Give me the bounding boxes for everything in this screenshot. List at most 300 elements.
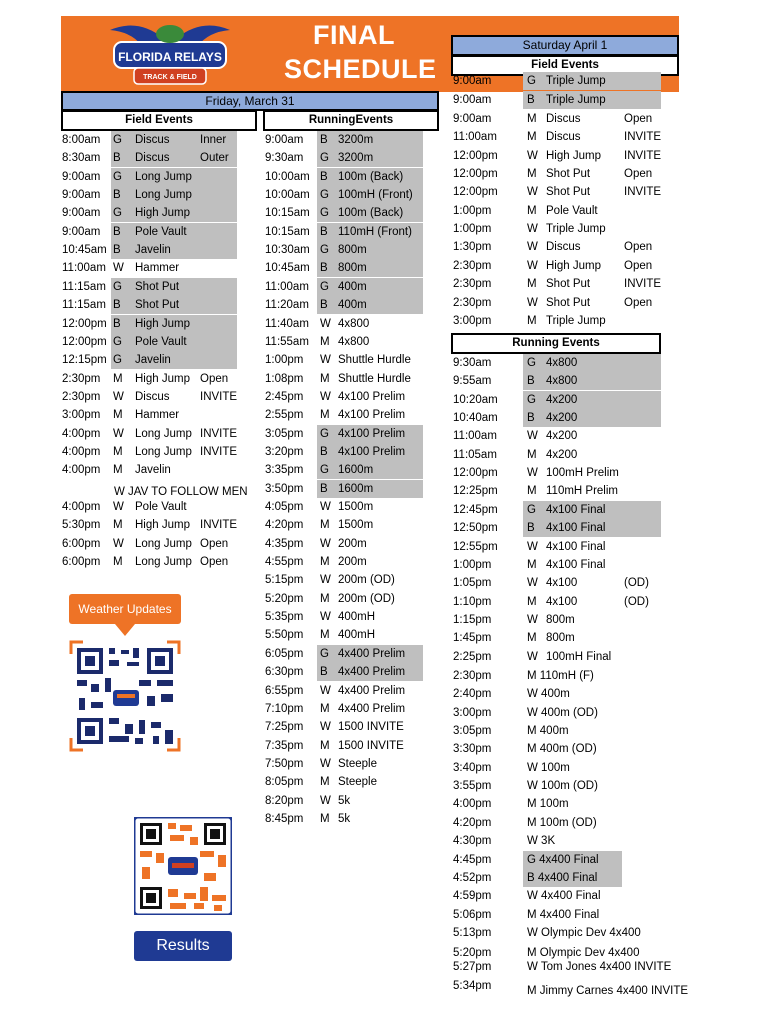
event-time: 12:00pm xyxy=(453,467,498,480)
event-name: 400mH xyxy=(338,629,376,642)
event-group: W xyxy=(320,354,331,367)
event-name: 200m xyxy=(338,537,367,550)
event-time: 4:00pm xyxy=(62,501,101,513)
event-note: (OD) xyxy=(624,595,649,608)
shade-band xyxy=(111,351,237,369)
event-time: 9:00am xyxy=(62,170,101,183)
event-group: M xyxy=(527,131,537,144)
logo-subtext: TRACK & FIELD xyxy=(143,74,197,81)
event-group: B xyxy=(113,152,121,165)
title-line-1: FINAL xyxy=(313,20,395,50)
event-name: 4x200 xyxy=(546,393,578,406)
event-group: W xyxy=(527,296,538,309)
event-name: 800m xyxy=(546,632,575,645)
event-time: 3:00pm xyxy=(62,409,101,422)
event-time: 4:35pm xyxy=(265,537,304,550)
event-group: G xyxy=(320,647,329,660)
event-group: W xyxy=(113,427,124,440)
event-time: 4:59pm xyxy=(453,890,492,903)
event-name: 4x400 Prelim xyxy=(338,702,406,715)
event-time: 5:06pm xyxy=(453,908,492,921)
event-name: W Olympic Dev 4x400 xyxy=(527,926,641,939)
event-time: 3:05pm xyxy=(265,427,304,440)
event-time: 11:00am xyxy=(453,430,497,443)
event-time: 4:05pm xyxy=(265,501,304,513)
event-name: 1500 INVITE xyxy=(338,739,404,752)
event-name: Long Jump xyxy=(135,427,192,440)
event-time: 3:00pm xyxy=(453,314,492,327)
event-group: M xyxy=(527,278,537,291)
event-group: M xyxy=(527,558,537,571)
event-group: W xyxy=(527,650,538,663)
event-time: 1:08pm xyxy=(265,372,304,385)
event-group: W xyxy=(527,430,538,443)
event-time: 5:35pm xyxy=(265,611,304,624)
event-name: Javelin xyxy=(135,354,171,367)
title-line-2: SCHEDULE xyxy=(284,54,437,84)
event-name: Hammer xyxy=(135,262,180,275)
event-time: 5:30pm xyxy=(62,519,101,532)
event-group: G xyxy=(527,503,536,516)
event-group: B xyxy=(113,299,121,312)
event-group: W xyxy=(320,501,331,513)
event-time: 5:34pm xyxy=(453,980,492,992)
event-time: 2:25pm xyxy=(453,650,492,663)
event-time: 4:00pm xyxy=(62,464,101,477)
event-name: 400mH xyxy=(338,611,376,624)
event-group: W xyxy=(527,577,538,590)
event-group: G xyxy=(527,357,536,369)
event-time: 12:00pm xyxy=(62,317,107,330)
event-group: M xyxy=(320,409,330,422)
event-time: 2:30pm xyxy=(62,372,101,385)
event-time: 8:30am xyxy=(62,152,101,165)
event-time: 2:45pm xyxy=(265,390,304,403)
event-name: 1600m xyxy=(338,464,374,477)
event-name: G 4x400 Final xyxy=(527,853,599,866)
event-name: Javelin xyxy=(135,464,171,477)
event-group: G xyxy=(527,75,536,87)
shade-band xyxy=(317,259,423,277)
event-name: 4x800 xyxy=(546,375,578,388)
event-group: G xyxy=(320,152,329,165)
event-name: Pole Vault xyxy=(546,204,598,217)
event-group: G xyxy=(320,189,329,202)
event-name: M 4x400 Final xyxy=(527,908,600,921)
event-name: 110mH (Front) xyxy=(338,225,412,238)
event-time: 11:00am xyxy=(62,262,106,275)
event-name: High Jump xyxy=(135,317,190,330)
event-time: 3:20pm xyxy=(265,445,304,458)
event-name: Shuttle Hurdle xyxy=(338,354,411,367)
event-group: W xyxy=(320,611,331,624)
event-time: 4:55pm xyxy=(265,556,304,569)
shade-band xyxy=(111,241,237,259)
event-group: B xyxy=(320,666,328,679)
event-name: Discus xyxy=(546,131,581,144)
event-group: G xyxy=(113,335,122,348)
event-group: M xyxy=(113,445,123,458)
event-time: 1:00pm xyxy=(265,354,304,367)
event-name: 4x800 xyxy=(338,317,370,330)
event-note: Open xyxy=(200,556,229,569)
event-name: 1500m xyxy=(338,519,374,532)
event-group: W xyxy=(527,259,538,272)
event-name: W 3K xyxy=(527,835,556,848)
event-name: Discus xyxy=(135,390,170,403)
event-time: 4:52pm xyxy=(453,871,492,884)
event-name: 4x100 xyxy=(546,595,578,608)
event-name: 4x400 Prelim xyxy=(338,647,406,660)
event-group: B xyxy=(320,225,328,238)
event-name: 1500 INVITE xyxy=(338,721,404,734)
event-name: Shot Put xyxy=(135,299,180,312)
event-name: Triple Jump xyxy=(546,223,606,236)
event-time: 11:20am xyxy=(265,299,309,312)
event-group: W xyxy=(320,684,331,697)
event-group: M xyxy=(113,556,123,569)
event-group: B xyxy=(320,445,328,458)
event-note: INVITE xyxy=(624,278,662,291)
event-name: Discus xyxy=(135,152,170,165)
event-time: 11:00am xyxy=(453,131,497,144)
event-name: Discus xyxy=(546,241,581,254)
event-name: Pole Vault xyxy=(135,335,187,348)
shade-band xyxy=(523,354,661,372)
event-time: 4:00pm xyxy=(62,427,101,440)
event-group: G xyxy=(113,170,122,183)
event-group: G xyxy=(320,207,329,220)
event-time: 5:27pm xyxy=(453,961,492,973)
event-note: Open xyxy=(624,168,653,181)
event-name: 4x100 Prelim xyxy=(338,445,406,458)
event-group: B xyxy=(320,482,328,495)
event-name: 1600m xyxy=(338,482,374,495)
event-name: 4x100 Prelim xyxy=(338,409,406,422)
event-time: 3:50pm xyxy=(265,482,304,495)
event-time: 4:30pm xyxy=(453,835,492,848)
event-name: 4x400 Prelim xyxy=(338,666,406,679)
event-group: M xyxy=(527,485,537,498)
event-group: G xyxy=(320,464,329,477)
friday-day-header: Friday, March 31 xyxy=(61,91,439,111)
results-qr-code[interactable] xyxy=(134,817,232,915)
event-group: M xyxy=(527,314,537,327)
event-note: INVITE xyxy=(200,427,238,440)
event-group: W xyxy=(113,537,124,550)
event-time: 12:00pm xyxy=(453,149,498,162)
event-name: Triple Jump xyxy=(546,75,606,87)
event-name: High Jump xyxy=(135,372,190,385)
saturday-running-events-header: Running Events xyxy=(451,333,661,354)
friday-running-events-header: RunningEvents xyxy=(263,110,439,131)
event-name: 400m xyxy=(338,280,367,293)
event-group: M xyxy=(527,204,537,217)
event-time: 9:30am xyxy=(265,152,304,165)
event-group: G xyxy=(113,280,122,293)
event-name: 100mH (Front) xyxy=(338,189,413,202)
event-name: 4x100 Final xyxy=(546,558,606,571)
event-group: M xyxy=(527,448,537,461)
event-name: W Tom Jones 4x400 INVITE xyxy=(527,961,672,973)
event-note: INVITE xyxy=(624,131,662,144)
friday-field-events-header: Field Events xyxy=(61,110,257,131)
event-time: 4:00pm xyxy=(62,445,101,458)
event-time: 12:45pm xyxy=(453,503,498,516)
event-name: M 110mH (F) xyxy=(527,670,594,682)
event-time: 12:15pm xyxy=(62,354,107,367)
event-group: G xyxy=(527,393,536,406)
event-note: INVITE xyxy=(200,445,238,458)
event-note: INVITE xyxy=(200,519,238,532)
event-time: 2:30pm xyxy=(453,670,492,682)
event-time: 12:25pm xyxy=(453,485,498,498)
event-group: M xyxy=(113,372,123,385)
event-note: Open xyxy=(624,241,653,254)
event-time: 2:30pm xyxy=(453,278,492,291)
event-name: 800m xyxy=(338,244,367,257)
event-name: Long Jump xyxy=(135,445,192,458)
logo-text: FLORIDA RELAYS xyxy=(118,50,222,64)
event-time: 10:15am xyxy=(265,225,310,238)
javelin-note: W JAV TO FOLLOW MEN xyxy=(114,486,248,498)
event-name: 200m xyxy=(338,556,367,569)
event-time: 2:30pm xyxy=(453,296,492,309)
event-time: 1:30pm xyxy=(453,241,492,254)
event-group: W xyxy=(527,186,538,199)
event-name: W 4x400 Final xyxy=(527,890,601,903)
event-group: B xyxy=(527,94,535,106)
event-group: M xyxy=(320,519,330,532)
event-name: High Jump xyxy=(546,259,601,272)
event-time: 12:50pm xyxy=(453,522,498,535)
event-time: 11:55am xyxy=(265,335,309,348)
event-time: 1:05pm xyxy=(453,577,492,590)
event-group: W xyxy=(527,149,538,162)
event-group: G xyxy=(320,280,329,293)
event-name: Steeple xyxy=(338,776,378,789)
event-name: W 400m (OD) xyxy=(527,706,598,719)
event-name: 4x200 xyxy=(546,412,578,425)
event-group: M xyxy=(527,168,537,181)
event-time: 4:20pm xyxy=(265,519,304,532)
event-group: G xyxy=(113,207,122,220)
event-name: 1500m xyxy=(338,501,374,513)
event-name: 100mH Final xyxy=(546,650,612,663)
event-time: 3:00pm xyxy=(453,706,492,719)
event-note: Outer xyxy=(200,152,229,165)
event-group: W xyxy=(527,467,538,480)
event-time: 1:00pm xyxy=(453,204,492,217)
event-name: Triple Jump xyxy=(546,94,606,106)
event-name: Shot Put xyxy=(135,280,180,293)
event-group: B xyxy=(320,170,328,183)
event-time: 9:00am xyxy=(453,94,492,106)
event-group: G xyxy=(320,427,329,440)
event-name: 4x100 Prelim xyxy=(338,390,406,403)
callout-pointer xyxy=(115,624,135,636)
event-name: High Jump xyxy=(135,207,190,220)
event-name: 4x800 xyxy=(546,357,578,369)
results-button[interactable]: Results xyxy=(134,931,232,961)
event-name: W 100m xyxy=(527,761,570,774)
shade-band xyxy=(523,409,661,427)
event-group: W xyxy=(113,262,124,275)
event-time: 1:45pm xyxy=(453,632,492,645)
event-group: B xyxy=(113,244,121,257)
event-time: 10:45am xyxy=(265,262,310,275)
event-time: 4:20pm xyxy=(453,816,492,829)
event-time: 9:00am xyxy=(62,189,101,202)
event-time: 2:55pm xyxy=(265,409,304,422)
event-group: G xyxy=(113,354,122,367)
event-name: 110mH Prelim xyxy=(546,485,618,498)
event-name: 4x100 Prelim xyxy=(338,427,406,440)
event-note: Open xyxy=(200,372,229,385)
event-time: 3:30pm xyxy=(453,743,492,756)
event-name: 3200m xyxy=(338,134,374,146)
event-time: 5:15pm xyxy=(265,574,304,587)
event-name: Discus xyxy=(546,113,581,125)
event-time: 5:13pm xyxy=(453,926,492,939)
event-group: W xyxy=(113,390,124,403)
event-name: M 100m xyxy=(527,798,569,811)
event-time: 11:05am xyxy=(453,448,497,461)
event-group: G xyxy=(320,244,329,257)
event-note: INVITE xyxy=(624,149,662,162)
event-name: 800m xyxy=(338,262,367,275)
event-time: 8:45pm xyxy=(265,812,304,825)
florida-relays-logo xyxy=(108,16,232,92)
event-time: 9:55am xyxy=(453,375,492,388)
event-name: 3200m xyxy=(338,152,374,165)
event-note: Open xyxy=(624,259,653,272)
event-name: 5k xyxy=(338,794,351,807)
event-note: Inner xyxy=(200,134,227,146)
shade-band xyxy=(317,241,423,259)
event-time: 3:35pm xyxy=(265,464,304,477)
event-time: 5:50pm xyxy=(265,629,304,642)
event-name: Steeple xyxy=(338,757,378,770)
event-group: M xyxy=(320,556,330,569)
shade-band xyxy=(317,296,423,314)
event-name: High Jump xyxy=(546,149,601,162)
event-name: Long Jump xyxy=(135,556,192,569)
event-name: Shot Put xyxy=(546,168,591,181)
event-group: W xyxy=(320,390,331,403)
event-group: B xyxy=(113,189,121,202)
event-name: 4x100 Final xyxy=(546,540,606,553)
event-name: 4x200 xyxy=(546,448,578,461)
event-name: High Jump xyxy=(135,519,190,532)
event-group: G xyxy=(113,134,122,146)
event-time: 6:00pm xyxy=(62,556,101,569)
event-group: W xyxy=(527,540,538,553)
event-group: B xyxy=(113,225,121,238)
event-group: M xyxy=(320,812,330,825)
event-name: 4x100 xyxy=(546,577,578,590)
event-group: M xyxy=(320,702,330,715)
event-time: 10:15am xyxy=(265,207,310,220)
event-name: Triple Jump xyxy=(546,314,606,327)
event-name: 100mH Prelim xyxy=(546,467,619,480)
event-time: 11:15am xyxy=(62,280,106,293)
event-group: W xyxy=(320,574,331,587)
event-time: 1:10pm xyxy=(453,595,492,608)
event-group: W xyxy=(320,537,331,550)
event-group: M xyxy=(320,739,330,752)
event-time: 11:15am xyxy=(62,299,106,312)
event-time: 11:00am xyxy=(265,280,309,293)
event-group: W xyxy=(320,757,331,770)
event-time: 8:00am xyxy=(62,134,101,146)
event-group: W xyxy=(320,721,331,734)
event-time: 8:05pm xyxy=(265,776,304,789)
event-note: INVITE xyxy=(200,390,238,403)
event-time: 2:40pm xyxy=(453,688,492,701)
event-group: B xyxy=(527,375,535,388)
event-time: 1:00pm xyxy=(453,558,492,571)
event-name: M Olympic Dev 4x400 xyxy=(527,947,640,959)
event-group: M xyxy=(320,629,330,642)
saturday-field-events-header: Field Events xyxy=(451,55,679,76)
event-name: 200m (OD) xyxy=(338,592,395,605)
event-group: M xyxy=(320,372,330,385)
event-time: 10:30am xyxy=(265,244,310,257)
event-time: 11:40am xyxy=(265,317,309,330)
event-time: 10:40am xyxy=(453,412,498,425)
event-group: W xyxy=(320,794,331,807)
weather-updates-button[interactable]: Weather Updates xyxy=(69,594,181,624)
event-group: W xyxy=(527,613,538,626)
event-time: 6:30pm xyxy=(265,666,304,679)
weather-qr-code[interactable] xyxy=(69,640,181,752)
event-name: Long Jump xyxy=(135,170,192,183)
event-group: B xyxy=(527,522,535,535)
event-time: 7:10pm xyxy=(265,702,304,715)
event-group: M xyxy=(320,592,330,605)
event-name: B 4x400 Final xyxy=(527,871,598,884)
event-group: M xyxy=(320,335,330,348)
event-group: M xyxy=(320,776,330,789)
event-name: 5k xyxy=(338,812,351,825)
event-time: 9:30am xyxy=(453,357,492,369)
event-time: 10:00am xyxy=(265,189,310,202)
event-time: 5:20pm xyxy=(453,947,492,959)
event-note: Open xyxy=(624,296,653,309)
event-time: 12:00pm xyxy=(453,186,498,199)
event-group: W xyxy=(527,223,538,236)
event-time: 6:55pm xyxy=(265,684,304,697)
event-group: B xyxy=(113,317,121,330)
event-time: 10:45am xyxy=(62,244,107,257)
event-name: Long Jump xyxy=(135,189,192,202)
event-time: 1:00pm xyxy=(453,223,492,236)
saturday-day-header: Saturday April 1 xyxy=(451,35,679,56)
event-time: 12:00pm xyxy=(453,168,498,181)
event-time: 3:05pm xyxy=(453,725,492,738)
event-name: Hammer xyxy=(135,409,180,422)
event-time: 7:35pm xyxy=(265,739,304,752)
event-name: Shot Put xyxy=(546,186,591,199)
event-time: 9:00am xyxy=(62,225,101,238)
event-name: 800m xyxy=(546,613,575,626)
event-group: B xyxy=(320,134,328,146)
event-name: M 100m (OD) xyxy=(527,816,597,829)
event-time: 10:00am xyxy=(265,170,310,183)
event-time: 5:20pm xyxy=(265,592,304,605)
event-name: W 100m (OD) xyxy=(527,780,598,793)
